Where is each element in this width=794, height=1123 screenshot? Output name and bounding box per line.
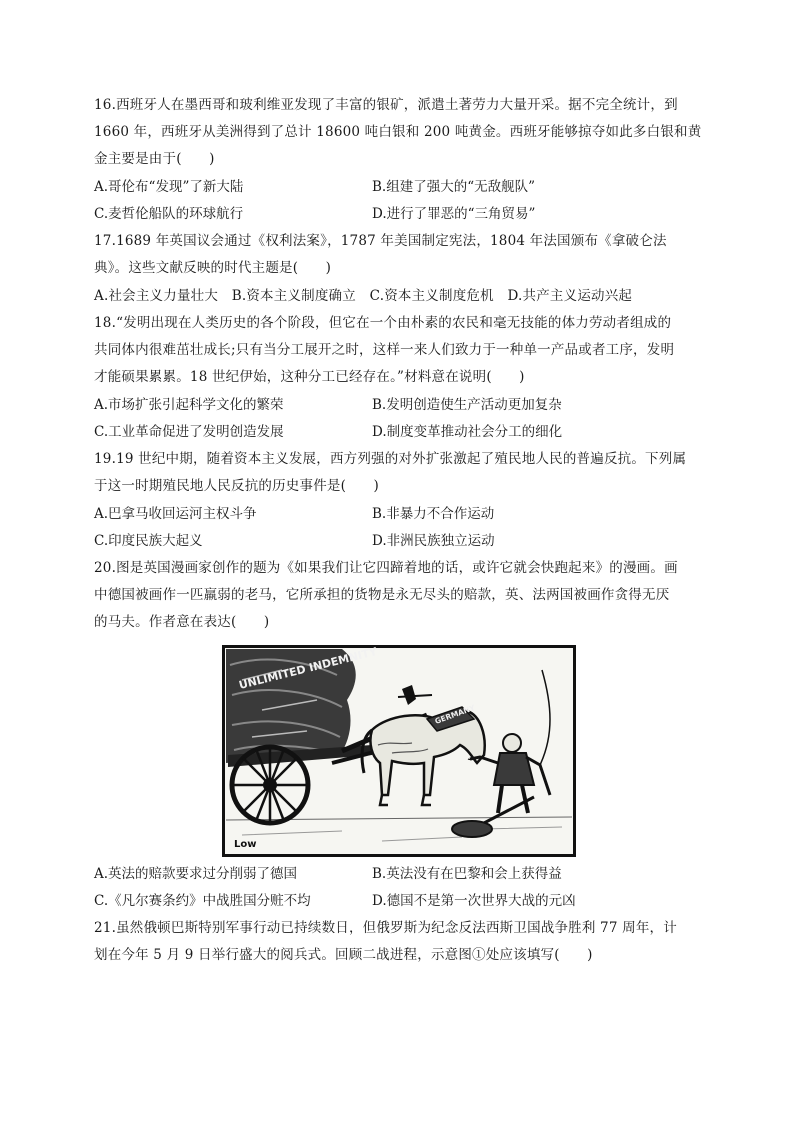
q20-line-3: 的马夫。作者意在表达( ) [94, 614, 270, 630]
q18-option-c: C.工业革命促进了发明创造发展 [94, 424, 284, 440]
q16-option-a: A.哥伦布“发现”了新大陆 [94, 179, 244, 195]
q19-line-1: 19.19 世纪中期，随着资本主义发展，西方列强的对外扩张激起了殖民地人民的普遍反抗。下列属 [94, 451, 687, 467]
q21-line-1: 21.虽然俄顿巴斯特别军事行动已持续数日，但俄罗斯为纪念反法西斯卫国战争胜利 77 周年，计 [94, 920, 677, 936]
q19-option-c: C.印度民族大起义 [94, 533, 203, 549]
q19-option-d: D.非洲民族独立运动 [372, 533, 495, 549]
cartoon-signature: Low [234, 839, 257, 850]
q20-option-a: A.英法的赔款要求过分削弱了德国 [94, 866, 298, 882]
q18-line-3: 才能硕果累累。18 世纪伊始，这种分工已经存在。”材料意在说明( ) [94, 369, 525, 385]
q18-option-d: D.制度变革推动社会分工的细化 [372, 424, 563, 440]
cart-wheel [232, 747, 308, 823]
q21-line-2: 划在今年 5 月 9 日举行盛大的阅兵式。回顾二战进程，示意图①处应该填写( ) [94, 947, 593, 963]
horse-label: GERMANY [433, 703, 477, 726]
q20-option-d: D.德国不是第一次世界大战的元凶 [372, 893, 576, 909]
q17-line-1: 17.1689 年英国议会通过《权利法案》，1787 年美国制定宪法，1804 年法国颁布《拿破仑法 [94, 233, 667, 249]
q16-option-c: C.麦哲伦船队的环球航行 [94, 206, 244, 222]
q16-line-2: 1660 年，西班牙从美洲得到了总计 18600 吨白银和 200 吨黄金。西班牙能够掠夺如此多白银和黄 [94, 124, 702, 140]
q16-line-3: 金主要是由于( ) [94, 151, 215, 167]
q18-line-1: 18.“发明出现在人类历史的各个阶段，但它在一个由朴素的农民和毫无技能的体力劳动者组成的 [94, 315, 672, 331]
q19-option-b: B.非暴力不合作运动 [372, 506, 495, 522]
q20-cartoon [222, 645, 576, 857]
q17-line-2: 典》。这些文献反映的时代主题是( ) [94, 260, 332, 276]
q18-line-2: 共同体内很难茁壮成长;只有当分工展开之时，这样一来人们致力于一种单一产品或者工序，发明 [94, 342, 675, 358]
q19-line-2: 于这一时期殖民地人民反抗的历史事件是( ) [94, 478, 379, 494]
q19-option-a: A.巴拿马收回运河主权斗争 [94, 506, 257, 522]
q20-option-b: B.英法没有在巴黎和会上获得益 [372, 866, 562, 882]
q20-line-2: 中德国被画作一匹羸弱的老马，它所承担的货物是永无尽头的赔款，英、法两国被画作贪得无厌 [94, 587, 670, 603]
q17-options: A.社会主义力量壮大 B.资本主义制度确立 C.资本主义制度危机 D.共产主义运动兴起 [94, 288, 633, 304]
q16-option-d: D.进行了罪恶的“三角贸易” [372, 206, 536, 222]
q18-option-a: A.市场扩张引起科学文化的繁荣 [94, 397, 284, 413]
cartoon-drawing [222, 645, 576, 857]
cargo-label: UNLIMITED INDEMNITY [237, 645, 379, 692]
q16-option-b: B.组建了强大的“无敌舰队” [372, 179, 536, 195]
q18-option-b: B.发明创造使生产活动更加复杂 [372, 397, 562, 413]
q20-option-c: C.《凡尔赛条约》中战胜国分赃不均 [94, 893, 311, 909]
q20-line-1: 20.图是英国漫画家创作的题为《如果我们让它四蹄着地的话，或许它就会快跑起来》的漫画。画 [94, 560, 678, 576]
q16-line-1: 16.西班牙人在墨西哥和玻利维亚发现了丰富的银矿，派遣土著劳力大量开采。据不完全统计，到 [94, 97, 678, 113]
